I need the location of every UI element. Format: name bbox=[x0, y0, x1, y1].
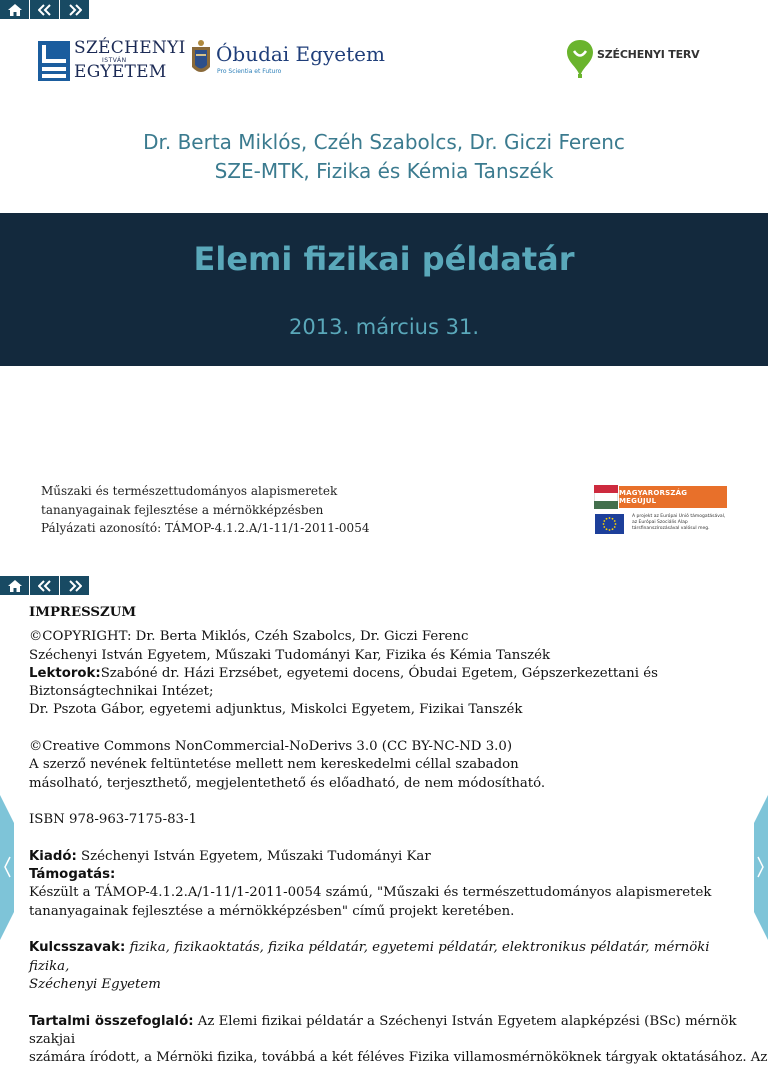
obuda-logo-name: Óbudai Egyetem bbox=[216, 42, 385, 66]
home-icon bbox=[8, 4, 22, 16]
kulcsszavak-line bbox=[29, 939, 749, 976]
license-text-2: másolható, terjeszthető, megjelentethető és előadható, de nem módosítható. bbox=[29, 775, 546, 791]
lektorok-value-3: Dr. Pszota Gábor, egyetemi adjunktus, Miskolci Egyetem, Fizikai Tanszék bbox=[29, 702, 523, 718]
obuda-crest-icon bbox=[190, 39, 212, 79]
osszefoglalo-line bbox=[29, 1013, 749, 1050]
home-button[interactable] bbox=[0, 576, 29, 595]
kulcsszavak-value: fizika, fizikaoktatás, fizika példatár, egyetemi példatár, elektronikus példatár, mérnöki fizika, bbox=[29, 940, 710, 974]
cover-authors: Dr. Berta Miklós, Czéh Szabolcs, Dr. Giczi Ferenc bbox=[143, 130, 625, 154]
project-line-1: Műszaki és természettudományos alapismeretek bbox=[41, 484, 338, 498]
eu-flag-icon bbox=[595, 514, 624, 534]
previous-page-button[interactable] bbox=[30, 576, 59, 595]
magyarorszag-megujul-badge bbox=[594, 485, 728, 537]
double-chevron-right-icon bbox=[68, 580, 82, 592]
home-button[interactable] bbox=[0, 0, 29, 19]
sze-logo-line1: SZÉCHENYI bbox=[74, 38, 186, 58]
sze-logo-line2: EGYETEM bbox=[74, 62, 167, 82]
document-title: Elemi fizikai példatár bbox=[193, 240, 575, 278]
osszefoglalo-text-2: számára íródott, a Mérnöki fizika, továbbá a két féléves Fizika villamosmérnököknek tárgyak oktatásához. Az bbox=[29, 1050, 768, 1066]
project-line-3: Pályázati azonosító: TÁMOP-4.1.2.A/1-11/1-2011-0054 bbox=[41, 521, 370, 535]
top-nav-bar bbox=[0, 0, 89, 20]
next-page-button[interactable] bbox=[60, 576, 89, 595]
double-chevron-left-icon bbox=[38, 4, 52, 16]
obudai-egyetem-logo bbox=[190, 38, 385, 82]
szechenyi-terv-label: SZÉCHENYI TERV bbox=[597, 48, 700, 61]
szechenyi-egyetem-emblem bbox=[38, 41, 70, 81]
kiado-line bbox=[29, 848, 749, 866]
szechenyi-terv-logo bbox=[566, 38, 706, 82]
lektorok-value: Szabóné dr. Házi Erzsébet, egyetemi docens, Óbudai Egetem, Gépszerkezettani és bbox=[100, 665, 658, 681]
cover-authors-block bbox=[0, 128, 768, 186]
szechenyi-terv-drop-icon bbox=[566, 38, 594, 80]
second-nav-bar bbox=[0, 576, 89, 596]
home-icon bbox=[8, 580, 22, 592]
previous-page-button[interactable] bbox=[30, 0, 59, 19]
kulcsszavak-label: Kulcsszavak: bbox=[29, 940, 126, 956]
previous-page-side-tab[interactable] bbox=[0, 795, 14, 940]
license-line: ©Creative Commons NonCommercial-NoDerivs 3.0 (CC BY-NC-ND 3.0) bbox=[29, 739, 513, 755]
isbn-line: ISBN 978-963-7175-83-1 bbox=[29, 812, 197, 828]
tamogatas-label: Támogatás: bbox=[29, 867, 116, 883]
kulcsszavak-value-2: Széchenyi Egyetem bbox=[29, 976, 161, 992]
project-line-2: tananyagainak fejlesztése a mérnökképzésben bbox=[41, 502, 324, 517]
double-chevron-right-icon bbox=[68, 4, 82, 16]
license-text-1: A szerző nevének feltüntetése mellett nem kereskedelmi céllal szabadon bbox=[29, 757, 519, 773]
kiado-value: Széchenyi István Egyetem, Műszaki Tudományi Kar bbox=[81, 848, 431, 864]
osszefoglalo-label: Tartalmi összefoglaló: bbox=[29, 1013, 194, 1029]
tamogatas-text-2: tananyagainak fejlesztése a mérnökképzésben" című projekt keretében. bbox=[29, 903, 515, 919]
title-band bbox=[0, 213, 768, 366]
lektorok-line bbox=[29, 665, 749, 683]
copyright-line: ©COPYRIGHT: Dr. Berta Miklós, Czéh Szabolcs, Dr. Giczi Ferenc bbox=[29, 629, 469, 645]
institution-line: Széchenyi István Egyetem, Műszaki Tudományi Kar, Fizika és Kémia Tanszék bbox=[29, 647, 551, 663]
next-page-button[interactable] bbox=[60, 0, 89, 19]
obuda-logo-motto: Pro Scientia et Futuro bbox=[217, 68, 282, 75]
lektorok-value-2: Biztonságtechnikai Intézet; bbox=[29, 684, 214, 700]
cover-department: SZE-MTK, Fizika és Kémia Tanszék bbox=[214, 159, 554, 183]
impresszum-heading: IMPRESSZUM bbox=[29, 605, 137, 620]
osszefoglalo-text-1: Az Elemi fizikai példatár a Széchenyi István Egyetem alapképzési (BSc) mérnök szakjai bbox=[29, 1013, 737, 1047]
project-info bbox=[41, 482, 369, 538]
kiado-label: Kiadó: bbox=[29, 848, 77, 864]
sze-logo-small: ISTVÁN bbox=[102, 57, 127, 64]
hungarian-flag-icon bbox=[594, 485, 618, 509]
tamogatas-text-1: Készült a TÁMOP-4.1.2.A/1-11/1-2011-0054 számú, "Műszaki és természettudományos alapismeretek bbox=[29, 885, 712, 901]
lektorok-label: Lektorok: bbox=[29, 665, 101, 681]
impresszum-section bbox=[29, 604, 768, 1067]
document-date: 2013. március 31. bbox=[289, 315, 479, 339]
next-page-side-tab[interactable] bbox=[754, 795, 768, 940]
szechenyi-egyetem-logo bbox=[38, 38, 186, 84]
double-chevron-left-icon bbox=[38, 580, 52, 592]
magyarorszag-megujul-label: MAGYARORSZÁG MEGÚJUL bbox=[619, 486, 727, 508]
eu-funding-note: A projekt az Európai Unió támogatásával, az Európai Szociális Alap társfinanszírozásával valósul meg. bbox=[632, 514, 726, 531]
